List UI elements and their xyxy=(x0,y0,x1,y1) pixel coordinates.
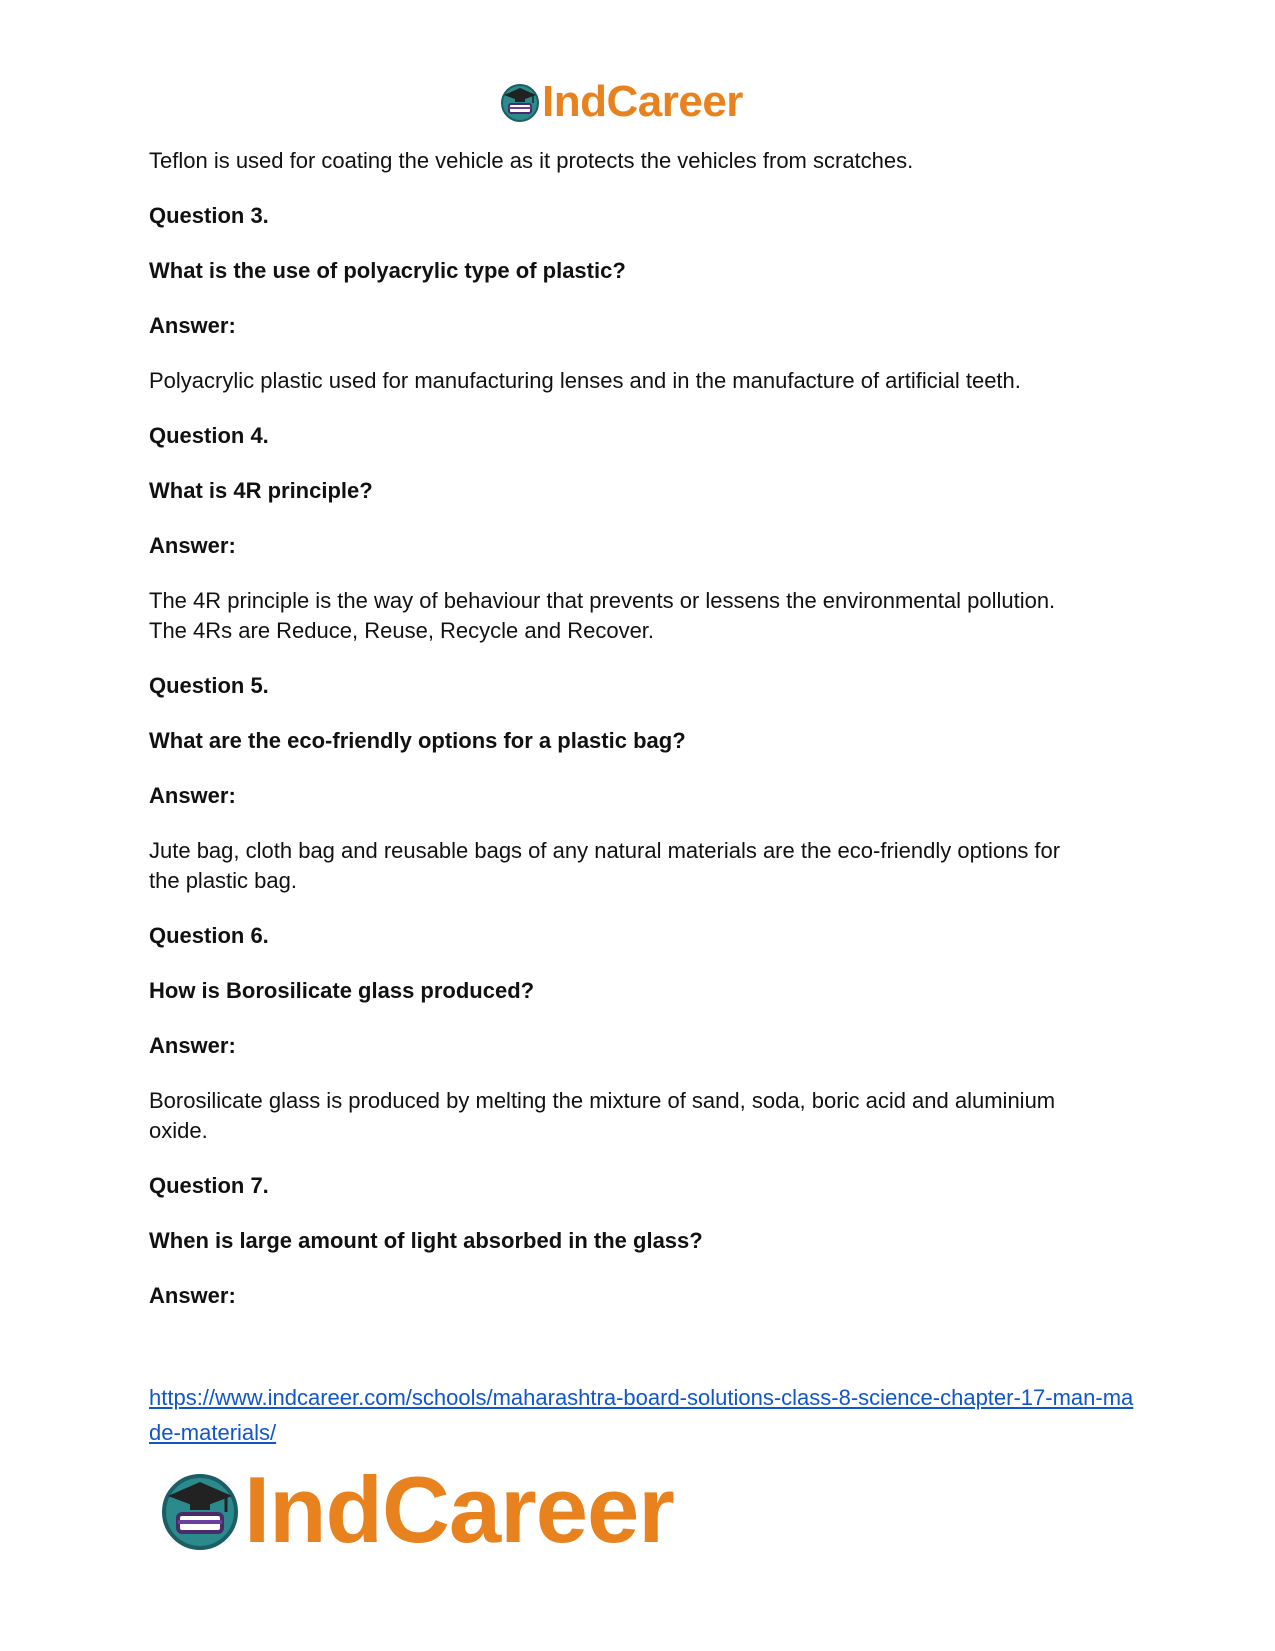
document-body xyxy=(149,146,1129,1311)
answer-label: Answer: xyxy=(149,783,236,808)
answer-text-line: the plastic bag. xyxy=(149,868,297,893)
question-text: What are the eco-friendly options for a plastic bag? xyxy=(149,728,686,753)
question-text: When is large amount of light absorbed in the glass? xyxy=(149,1228,703,1253)
question-number: Question 5. xyxy=(149,673,269,698)
question-number: Question 6. xyxy=(149,923,269,948)
answer-text-line: oxide. xyxy=(149,1118,208,1143)
source-url-link[interactable]: https://www.indcareer.com/schools/maharashtra-board-solutions-class-8-science-chapter-17-man-made-materials/ xyxy=(149,1385,1134,1445)
answer-text: Teflon is used for coating the vehicle as it protects the vehicles from scratches. xyxy=(149,148,914,173)
answer-label: Answer: xyxy=(149,533,236,558)
logo-wordmark: IndCareer xyxy=(542,77,743,126)
question-text: What is 4R principle? xyxy=(149,478,373,503)
answer-text-line: Jute bag, cloth bag and reusable bags of any natural materials are the eco-friendly options for xyxy=(149,838,1061,863)
graduation-cap-book-icon xyxy=(500,82,540,122)
question-number: Question 7. xyxy=(149,1173,269,1198)
question-number: Question 4. xyxy=(149,423,269,448)
logo-wordmark: IndCareer xyxy=(244,1457,674,1562)
answer-label: Answer: xyxy=(149,313,236,338)
answer-label: Answer: xyxy=(149,1033,236,1058)
graduation-cap-book-icon xyxy=(160,1470,240,1550)
answer-text-line: The 4R principle is the way of behaviour that prevents or lessens the environmental pollution. xyxy=(149,588,1056,613)
answer-label: Answer: xyxy=(149,1283,236,1308)
answer-text: Polyacrylic plastic used for manufacturing lenses and in the manufacture of artificial teeth. xyxy=(149,368,1021,393)
footer-logo xyxy=(160,1457,674,1562)
answer-text-line: Borosilicate glass is produced by melting the mixture of sand, soda, boric acid and aluminium xyxy=(149,1088,1056,1113)
question-text: What is the use of polyacrylic type of plastic? xyxy=(149,258,626,283)
question-text: How is Borosilicate glass produced? xyxy=(149,978,535,1003)
header-logo xyxy=(500,78,743,126)
answer-text-line: The 4Rs are Reduce, Reuse, Recycle and Recover. xyxy=(149,618,655,643)
question-number: Question 3. xyxy=(149,203,269,228)
